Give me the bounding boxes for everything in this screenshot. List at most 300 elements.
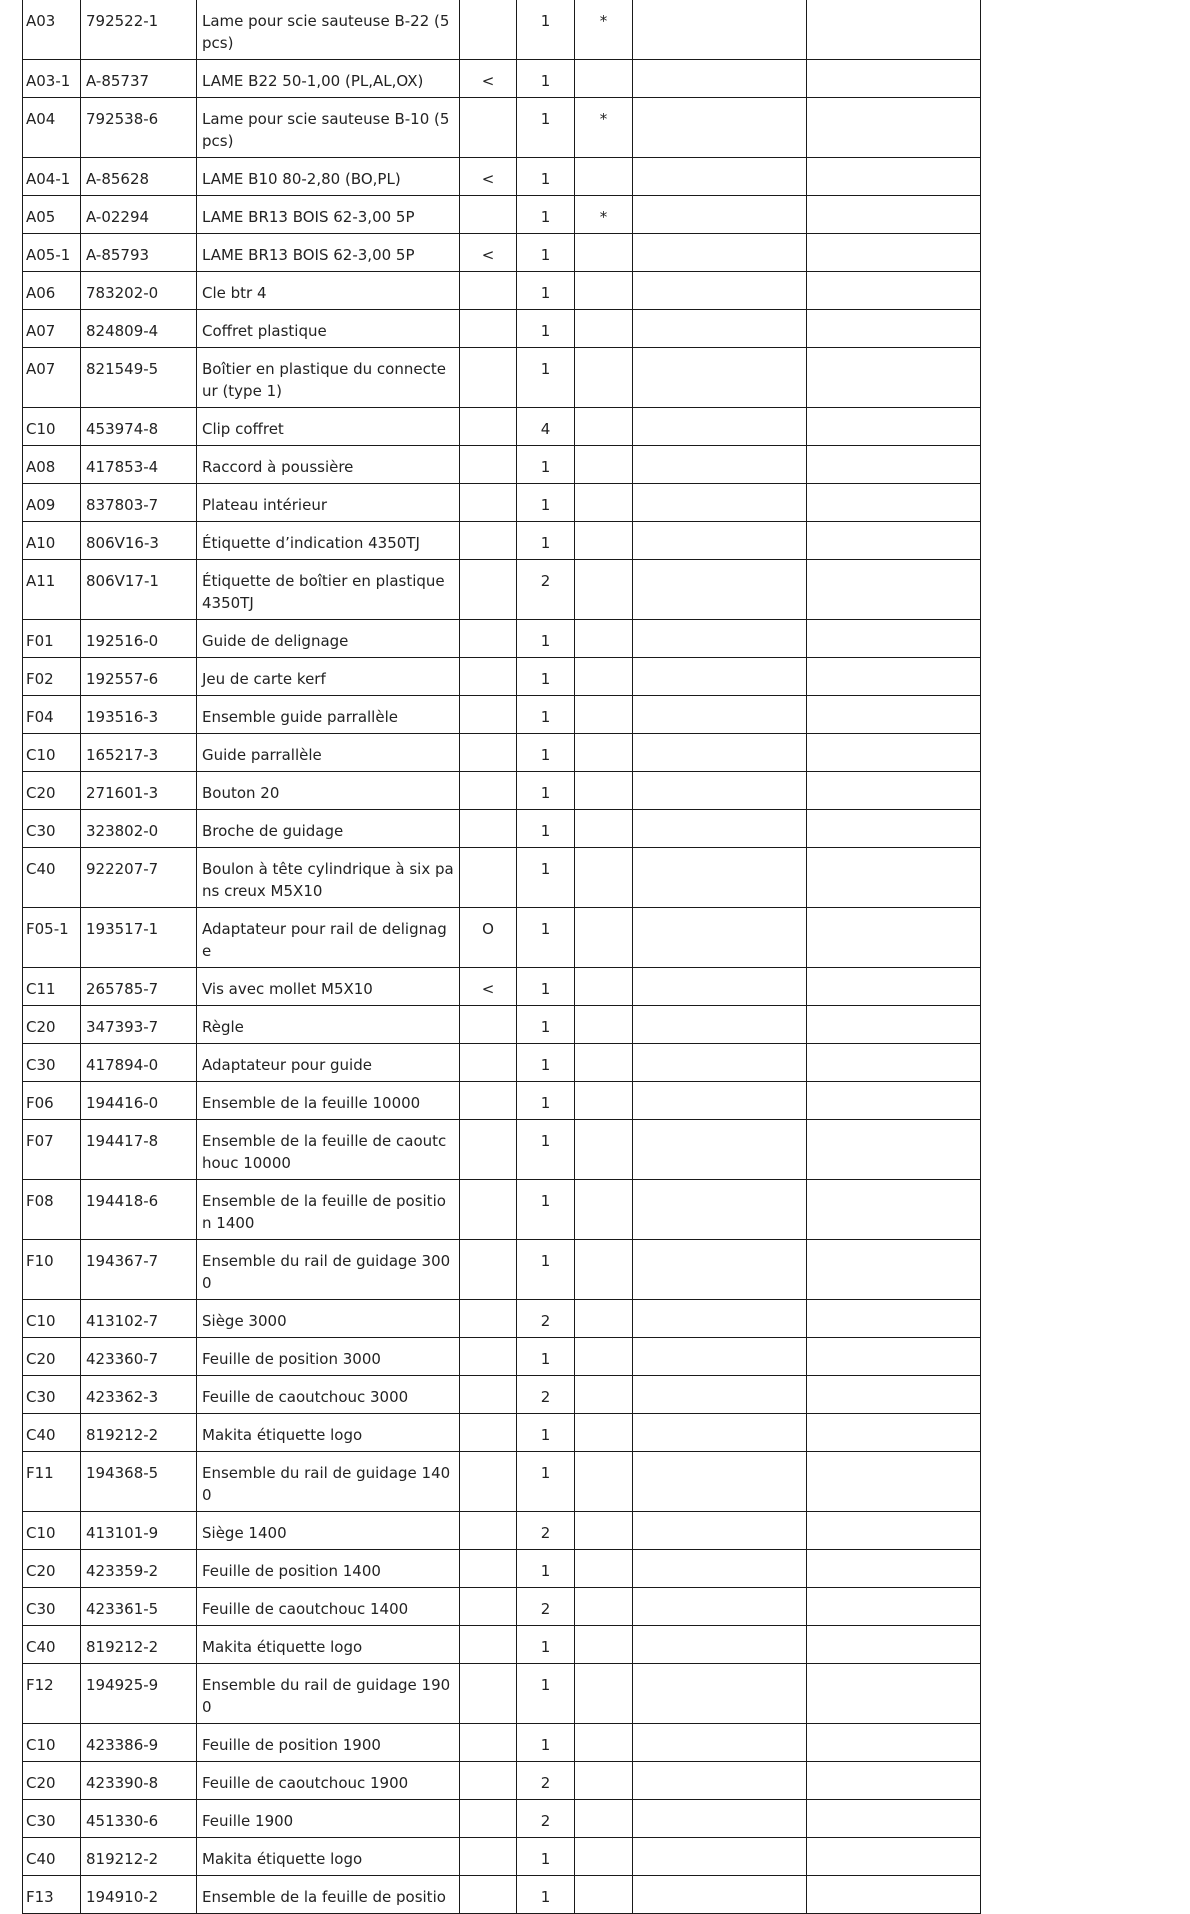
- description-cell: Feuille de caoutchouc 1400: [197, 1588, 460, 1626]
- note-cell: [575, 60, 633, 98]
- part-number-cell: 792522-1: [81, 0, 197, 60]
- note-cell: [575, 810, 633, 848]
- part-number-cell: 819212-2: [81, 1414, 197, 1452]
- table-row: [23, 98, 981, 158]
- quantity-cell: 1: [517, 310, 575, 348]
- quantity-cell: 1: [517, 60, 575, 98]
- table-row: [23, 1876, 981, 1914]
- table-row: [23, 310, 981, 348]
- ref-cell: F02: [23, 658, 81, 696]
- empty-cell: [807, 348, 981, 408]
- quantity-cell: 1: [517, 810, 575, 848]
- description-cell: LAME B22 50-1,00 (PL,AL,OX): [197, 60, 460, 98]
- note-cell: [575, 1452, 633, 1512]
- empty-cell: [807, 1414, 981, 1452]
- part-number-cell: 451330-6: [81, 1800, 197, 1838]
- empty-cell: [633, 1120, 807, 1180]
- empty-cell: [807, 1588, 981, 1626]
- empty-cell: [633, 1838, 807, 1876]
- mark-cell: [460, 348, 517, 408]
- mark-cell: [460, 810, 517, 848]
- mark-cell: [460, 0, 517, 60]
- part-number-cell: 922207-7: [81, 848, 197, 908]
- mark-cell: <: [460, 158, 517, 196]
- quantity-cell: 1: [517, 1626, 575, 1664]
- mark-cell: [460, 98, 517, 158]
- ref-cell: A09: [23, 484, 81, 522]
- description-cell: Lame pour scie sauteuse B-10 (5 pcs): [197, 98, 460, 158]
- note-cell: [575, 1006, 633, 1044]
- note-cell: [575, 1762, 633, 1800]
- table-row: [23, 848, 981, 908]
- empty-cell: [807, 1762, 981, 1800]
- empty-cell: [633, 0, 807, 60]
- mark-cell: [460, 560, 517, 620]
- empty-cell: [633, 484, 807, 522]
- note-cell: [575, 310, 633, 348]
- description-cell: Guide de delignage: [197, 620, 460, 658]
- part-number-cell: 413102-7: [81, 1300, 197, 1338]
- empty-cell: [633, 1300, 807, 1338]
- part-number-cell: 193517-1: [81, 908, 197, 968]
- part-number-cell: 423386-9: [81, 1724, 197, 1762]
- description-cell: Étiquette d’indication 4350TJ: [197, 522, 460, 560]
- empty-cell: [633, 158, 807, 196]
- quantity-cell: 1: [517, 272, 575, 310]
- table-row: [23, 968, 981, 1006]
- note-cell: [575, 908, 633, 968]
- quantity-cell: 1: [517, 1082, 575, 1120]
- part-number-cell: 792538-6: [81, 98, 197, 158]
- empty-cell: [633, 348, 807, 408]
- description-cell: Vis avec mollet M5X10: [197, 968, 460, 1006]
- empty-cell: [633, 1240, 807, 1300]
- empty-cell: [633, 968, 807, 1006]
- note-cell: [575, 968, 633, 1006]
- part-number-cell: 192516-0: [81, 620, 197, 658]
- description-cell: Feuille de position 1400: [197, 1550, 460, 1588]
- mark-cell: [460, 484, 517, 522]
- ref-cell: A04: [23, 98, 81, 158]
- empty-cell: [807, 0, 981, 60]
- empty-cell: [807, 968, 981, 1006]
- ref-cell: F01: [23, 620, 81, 658]
- empty-cell: [633, 310, 807, 348]
- empty-cell: [807, 98, 981, 158]
- part-number-cell: 423361-5: [81, 1588, 197, 1626]
- note-cell: [575, 1338, 633, 1376]
- ref-cell: F06: [23, 1082, 81, 1120]
- empty-cell: [633, 908, 807, 968]
- ref-cell: A03: [23, 0, 81, 60]
- description-cell: Ensemble de la feuille 10000: [197, 1082, 460, 1120]
- part-number-cell: 423390-8: [81, 1762, 197, 1800]
- empty-cell: [633, 60, 807, 98]
- empty-cell: [807, 734, 981, 772]
- table-row: [23, 1626, 981, 1664]
- empty-cell: [807, 1376, 981, 1414]
- empty-cell: [633, 1588, 807, 1626]
- ref-cell: C10: [23, 408, 81, 446]
- empty-cell: [807, 408, 981, 446]
- empty-cell: [633, 1452, 807, 1512]
- table-row: [23, 658, 981, 696]
- empty-cell: [633, 734, 807, 772]
- mark-cell: [460, 772, 517, 810]
- quantity-cell: 1: [517, 1664, 575, 1724]
- mark-cell: [460, 1414, 517, 1452]
- mark-cell: [460, 1300, 517, 1338]
- description-cell: Feuille de caoutchouc 3000: [197, 1376, 460, 1414]
- ref-cell: A05: [23, 196, 81, 234]
- empty-cell: [807, 1550, 981, 1588]
- mark-cell: [460, 734, 517, 772]
- table-row: [23, 522, 981, 560]
- empty-cell: [633, 1376, 807, 1414]
- ref-cell: C20: [23, 1006, 81, 1044]
- description-cell: Cle btr 4: [197, 272, 460, 310]
- quantity-cell: 1: [517, 734, 575, 772]
- table-row: [23, 446, 981, 484]
- note-cell: [575, 408, 633, 446]
- ref-cell: C10: [23, 1512, 81, 1550]
- note-cell: [575, 1414, 633, 1452]
- quantity-cell: 1: [517, 1452, 575, 1512]
- table-row: [23, 1300, 981, 1338]
- empty-cell: [633, 658, 807, 696]
- empty-cell: [633, 1044, 807, 1082]
- empty-cell: [807, 234, 981, 272]
- part-number-cell: 194416-0: [81, 1082, 197, 1120]
- empty-cell: [807, 1452, 981, 1512]
- empty-cell: [633, 1338, 807, 1376]
- note-cell: [575, 1724, 633, 1762]
- mark-cell: [460, 1512, 517, 1550]
- ref-cell: F13: [23, 1876, 81, 1914]
- description-cell: Règle: [197, 1006, 460, 1044]
- table-row: [23, 1414, 981, 1452]
- ref-cell: A06: [23, 272, 81, 310]
- part-number-cell: 417853-4: [81, 446, 197, 484]
- mark-cell: [460, 1376, 517, 1414]
- empty-cell: [807, 810, 981, 848]
- description-cell: Bouton 20: [197, 772, 460, 810]
- empty-cell: [807, 658, 981, 696]
- empty-cell: [807, 1838, 981, 1876]
- mark-cell: [460, 1120, 517, 1180]
- quantity-cell: 1: [517, 1338, 575, 1376]
- table-row: [23, 1588, 981, 1626]
- description-cell: Makita étiquette logo: [197, 1838, 460, 1876]
- mark-cell: [460, 848, 517, 908]
- note-cell: [575, 522, 633, 560]
- mark-cell: <: [460, 234, 517, 272]
- ref-cell: A11: [23, 560, 81, 620]
- part-number-cell: 806V17-1: [81, 560, 197, 620]
- empty-cell: [633, 272, 807, 310]
- empty-cell: [807, 848, 981, 908]
- table-row: [23, 908, 981, 968]
- part-number-cell: 271601-3: [81, 772, 197, 810]
- mark-cell: [460, 1240, 517, 1300]
- quantity-cell: 2: [517, 1588, 575, 1626]
- description-cell: Adaptateur pour guide: [197, 1044, 460, 1082]
- empty-cell: [633, 1664, 807, 1724]
- mark-cell: [460, 1006, 517, 1044]
- description-cell: Clip coffret: [197, 408, 460, 446]
- description-cell: Makita étiquette logo: [197, 1414, 460, 1452]
- part-number-cell: 347393-7: [81, 1006, 197, 1044]
- note-cell: [575, 1120, 633, 1180]
- table-row: [23, 1550, 981, 1588]
- table-row: [23, 408, 981, 446]
- table-row: [23, 1044, 981, 1082]
- empty-cell: [807, 1876, 981, 1914]
- ref-cell: C30: [23, 1044, 81, 1082]
- note-cell: [575, 658, 633, 696]
- note-cell: [575, 1512, 633, 1550]
- note-cell: [575, 272, 633, 310]
- ref-cell: C40: [23, 848, 81, 908]
- description-cell: LAME BR13 BOIS 62-3,00 5P: [197, 196, 460, 234]
- mark-cell: <: [460, 60, 517, 98]
- empty-cell: [633, 810, 807, 848]
- ref-cell: F11: [23, 1452, 81, 1512]
- note-cell: [575, 1550, 633, 1588]
- description-cell: Ensemble du rail de guidage 1400: [197, 1452, 460, 1512]
- note-cell: [575, 1180, 633, 1240]
- ref-cell: C10: [23, 1300, 81, 1338]
- part-number-cell: 417894-0: [81, 1044, 197, 1082]
- part-number-cell: 194418-6: [81, 1180, 197, 1240]
- mark-cell: [460, 1762, 517, 1800]
- empty-cell: [807, 1512, 981, 1550]
- mark-cell: [460, 1452, 517, 1512]
- ref-cell: C40: [23, 1414, 81, 1452]
- empty-cell: [807, 1724, 981, 1762]
- empty-cell: [807, 1044, 981, 1082]
- ref-cell: C40: [23, 1838, 81, 1876]
- quantity-cell: 1: [517, 772, 575, 810]
- description-cell: Makita étiquette logo: [197, 1626, 460, 1664]
- ref-cell: A10: [23, 522, 81, 560]
- mark-cell: [460, 1082, 517, 1120]
- empty-cell: [633, 446, 807, 484]
- ref-cell: F10: [23, 1240, 81, 1300]
- quantity-cell: 1: [517, 1240, 575, 1300]
- part-number-cell: 819212-2: [81, 1626, 197, 1664]
- empty-cell: [633, 696, 807, 734]
- description-cell: Siège 3000: [197, 1300, 460, 1338]
- mark-cell: [460, 658, 517, 696]
- part-number-cell: 837803-7: [81, 484, 197, 522]
- table-row: [23, 158, 981, 196]
- empty-cell: [807, 484, 981, 522]
- parts-list-table: [22, 0, 981, 1914]
- mark-cell: <: [460, 968, 517, 1006]
- empty-cell: [633, 1876, 807, 1914]
- description-cell: LAME B10 80-2,80 (BO,PL): [197, 158, 460, 196]
- description-cell: Raccord à poussière: [197, 446, 460, 484]
- mark-cell: [460, 1588, 517, 1626]
- quantity-cell: 1: [517, 234, 575, 272]
- table-row: [23, 1006, 981, 1044]
- quantity-cell: 2: [517, 1512, 575, 1550]
- description-cell: Ensemble de la feuille de caoutchouc 10000: [197, 1120, 460, 1180]
- empty-cell: [807, 196, 981, 234]
- table-row: [23, 1120, 981, 1180]
- quantity-cell: 1: [517, 1724, 575, 1762]
- ref-cell: A04-1: [23, 158, 81, 196]
- part-number-cell: A-85793: [81, 234, 197, 272]
- mark-cell: [460, 1724, 517, 1762]
- note-cell: [575, 1838, 633, 1876]
- mark-cell: [460, 620, 517, 658]
- empty-cell: [633, 1626, 807, 1664]
- empty-cell: [807, 1082, 981, 1120]
- part-number-cell: A-85628: [81, 158, 197, 196]
- table-row: [23, 1452, 981, 1512]
- ref-cell: C30: [23, 810, 81, 848]
- ref-cell: A07: [23, 310, 81, 348]
- table-row: [23, 772, 981, 810]
- note-cell: [575, 560, 633, 620]
- ref-cell: F12: [23, 1664, 81, 1724]
- quantity-cell: 1: [517, 1550, 575, 1588]
- description-cell: Guide parrallèle: [197, 734, 460, 772]
- table-row: [23, 1512, 981, 1550]
- mark-cell: O: [460, 908, 517, 968]
- note-cell: [575, 446, 633, 484]
- ref-cell: C10: [23, 734, 81, 772]
- ref-cell: A03-1: [23, 60, 81, 98]
- description-cell: Coffret plastique: [197, 310, 460, 348]
- description-cell: Broche de guidage: [197, 810, 460, 848]
- description-cell: LAME BR13 BOIS 62-3,00 5P: [197, 234, 460, 272]
- quantity-cell: 1: [517, 1120, 575, 1180]
- note-cell: [575, 1588, 633, 1626]
- empty-cell: [633, 408, 807, 446]
- mark-cell: [460, 408, 517, 446]
- part-number-cell: A-02294: [81, 196, 197, 234]
- part-number-cell: 194367-7: [81, 1240, 197, 1300]
- table-row: [23, 272, 981, 310]
- quantity-cell: 1: [517, 848, 575, 908]
- empty-cell: [807, 1300, 981, 1338]
- empty-cell: [807, 310, 981, 348]
- part-number-cell: 824809-4: [81, 310, 197, 348]
- note-cell: [575, 1082, 633, 1120]
- note-cell: [575, 734, 633, 772]
- ref-cell: C10: [23, 1724, 81, 1762]
- mark-cell: [460, 1876, 517, 1914]
- ref-cell: C20: [23, 1762, 81, 1800]
- note-cell: *: [575, 0, 633, 60]
- mark-cell: [460, 1664, 517, 1724]
- table-row: [23, 0, 981, 60]
- empty-cell: [633, 1762, 807, 1800]
- empty-cell: [807, 446, 981, 484]
- quantity-cell: 1: [517, 658, 575, 696]
- description-cell: Boîtier en plastique du connecteur (type 1): [197, 348, 460, 408]
- description-cell: Ensemble de la feuille de positio: [197, 1876, 460, 1914]
- table-row: [23, 1338, 981, 1376]
- part-number-cell: 413101-9: [81, 1512, 197, 1550]
- description-cell: Adaptateur pour rail de delignage: [197, 908, 460, 968]
- description-cell: Feuille 1900: [197, 1800, 460, 1838]
- quantity-cell: 2: [517, 1800, 575, 1838]
- table-row: [23, 484, 981, 522]
- empty-cell: [633, 196, 807, 234]
- empty-cell: [633, 1550, 807, 1588]
- table-row: [23, 234, 981, 272]
- quantity-cell: 2: [517, 1376, 575, 1414]
- description-cell: Ensemble du rail de guidage 3000: [197, 1240, 460, 1300]
- quantity-cell: 1: [517, 98, 575, 158]
- note-cell: [575, 1876, 633, 1914]
- ref-cell: C20: [23, 1550, 81, 1588]
- mark-cell: [460, 1338, 517, 1376]
- ref-cell: A07: [23, 348, 81, 408]
- mark-cell: [460, 272, 517, 310]
- description-cell: Feuille de position 3000: [197, 1338, 460, 1376]
- mark-cell: [460, 1838, 517, 1876]
- description-cell: Jeu de carte kerf: [197, 658, 460, 696]
- table-row: [23, 1240, 981, 1300]
- mark-cell: [460, 1044, 517, 1082]
- empty-cell: [807, 1338, 981, 1376]
- ref-cell: C20: [23, 1338, 81, 1376]
- note-cell: [575, 620, 633, 658]
- quantity-cell: 1: [517, 158, 575, 196]
- empty-cell: [807, 1800, 981, 1838]
- description-cell: Ensemble de la feuille de position 1400: [197, 1180, 460, 1240]
- empty-cell: [633, 1724, 807, 1762]
- part-number-cell: 323802-0: [81, 810, 197, 848]
- description-cell: Ensemble guide parrallèle: [197, 696, 460, 734]
- description-cell: Plateau intérieur: [197, 484, 460, 522]
- empty-cell: [807, 1240, 981, 1300]
- empty-cell: [633, 1800, 807, 1838]
- quantity-cell: 1: [517, 620, 575, 658]
- part-number-cell: 806V16-3: [81, 522, 197, 560]
- part-number-cell: 819212-2: [81, 1838, 197, 1876]
- part-number-cell: 423360-7: [81, 1338, 197, 1376]
- note-cell: [575, 348, 633, 408]
- empty-cell: [633, 1180, 807, 1240]
- part-number-cell: 821549-5: [81, 348, 197, 408]
- note-cell: *: [575, 98, 633, 158]
- table-row: [23, 60, 981, 98]
- quantity-cell: 1: [517, 1838, 575, 1876]
- description-cell: Feuille de position 1900: [197, 1724, 460, 1762]
- ref-cell: C20: [23, 772, 81, 810]
- description-cell: Feuille de caoutchouc 1900: [197, 1762, 460, 1800]
- empty-cell: [633, 234, 807, 272]
- table-row: [23, 196, 981, 234]
- part-number-cell: 265785-7: [81, 968, 197, 1006]
- table-row: [23, 1082, 981, 1120]
- mark-cell: [460, 696, 517, 734]
- quantity-cell: 1: [517, 1006, 575, 1044]
- quantity-cell: 2: [517, 560, 575, 620]
- empty-cell: [807, 1120, 981, 1180]
- quantity-cell: 1: [517, 1876, 575, 1914]
- table-row: [23, 348, 981, 408]
- empty-cell: [807, 696, 981, 734]
- table-row: [23, 810, 981, 848]
- empty-cell: [633, 1512, 807, 1550]
